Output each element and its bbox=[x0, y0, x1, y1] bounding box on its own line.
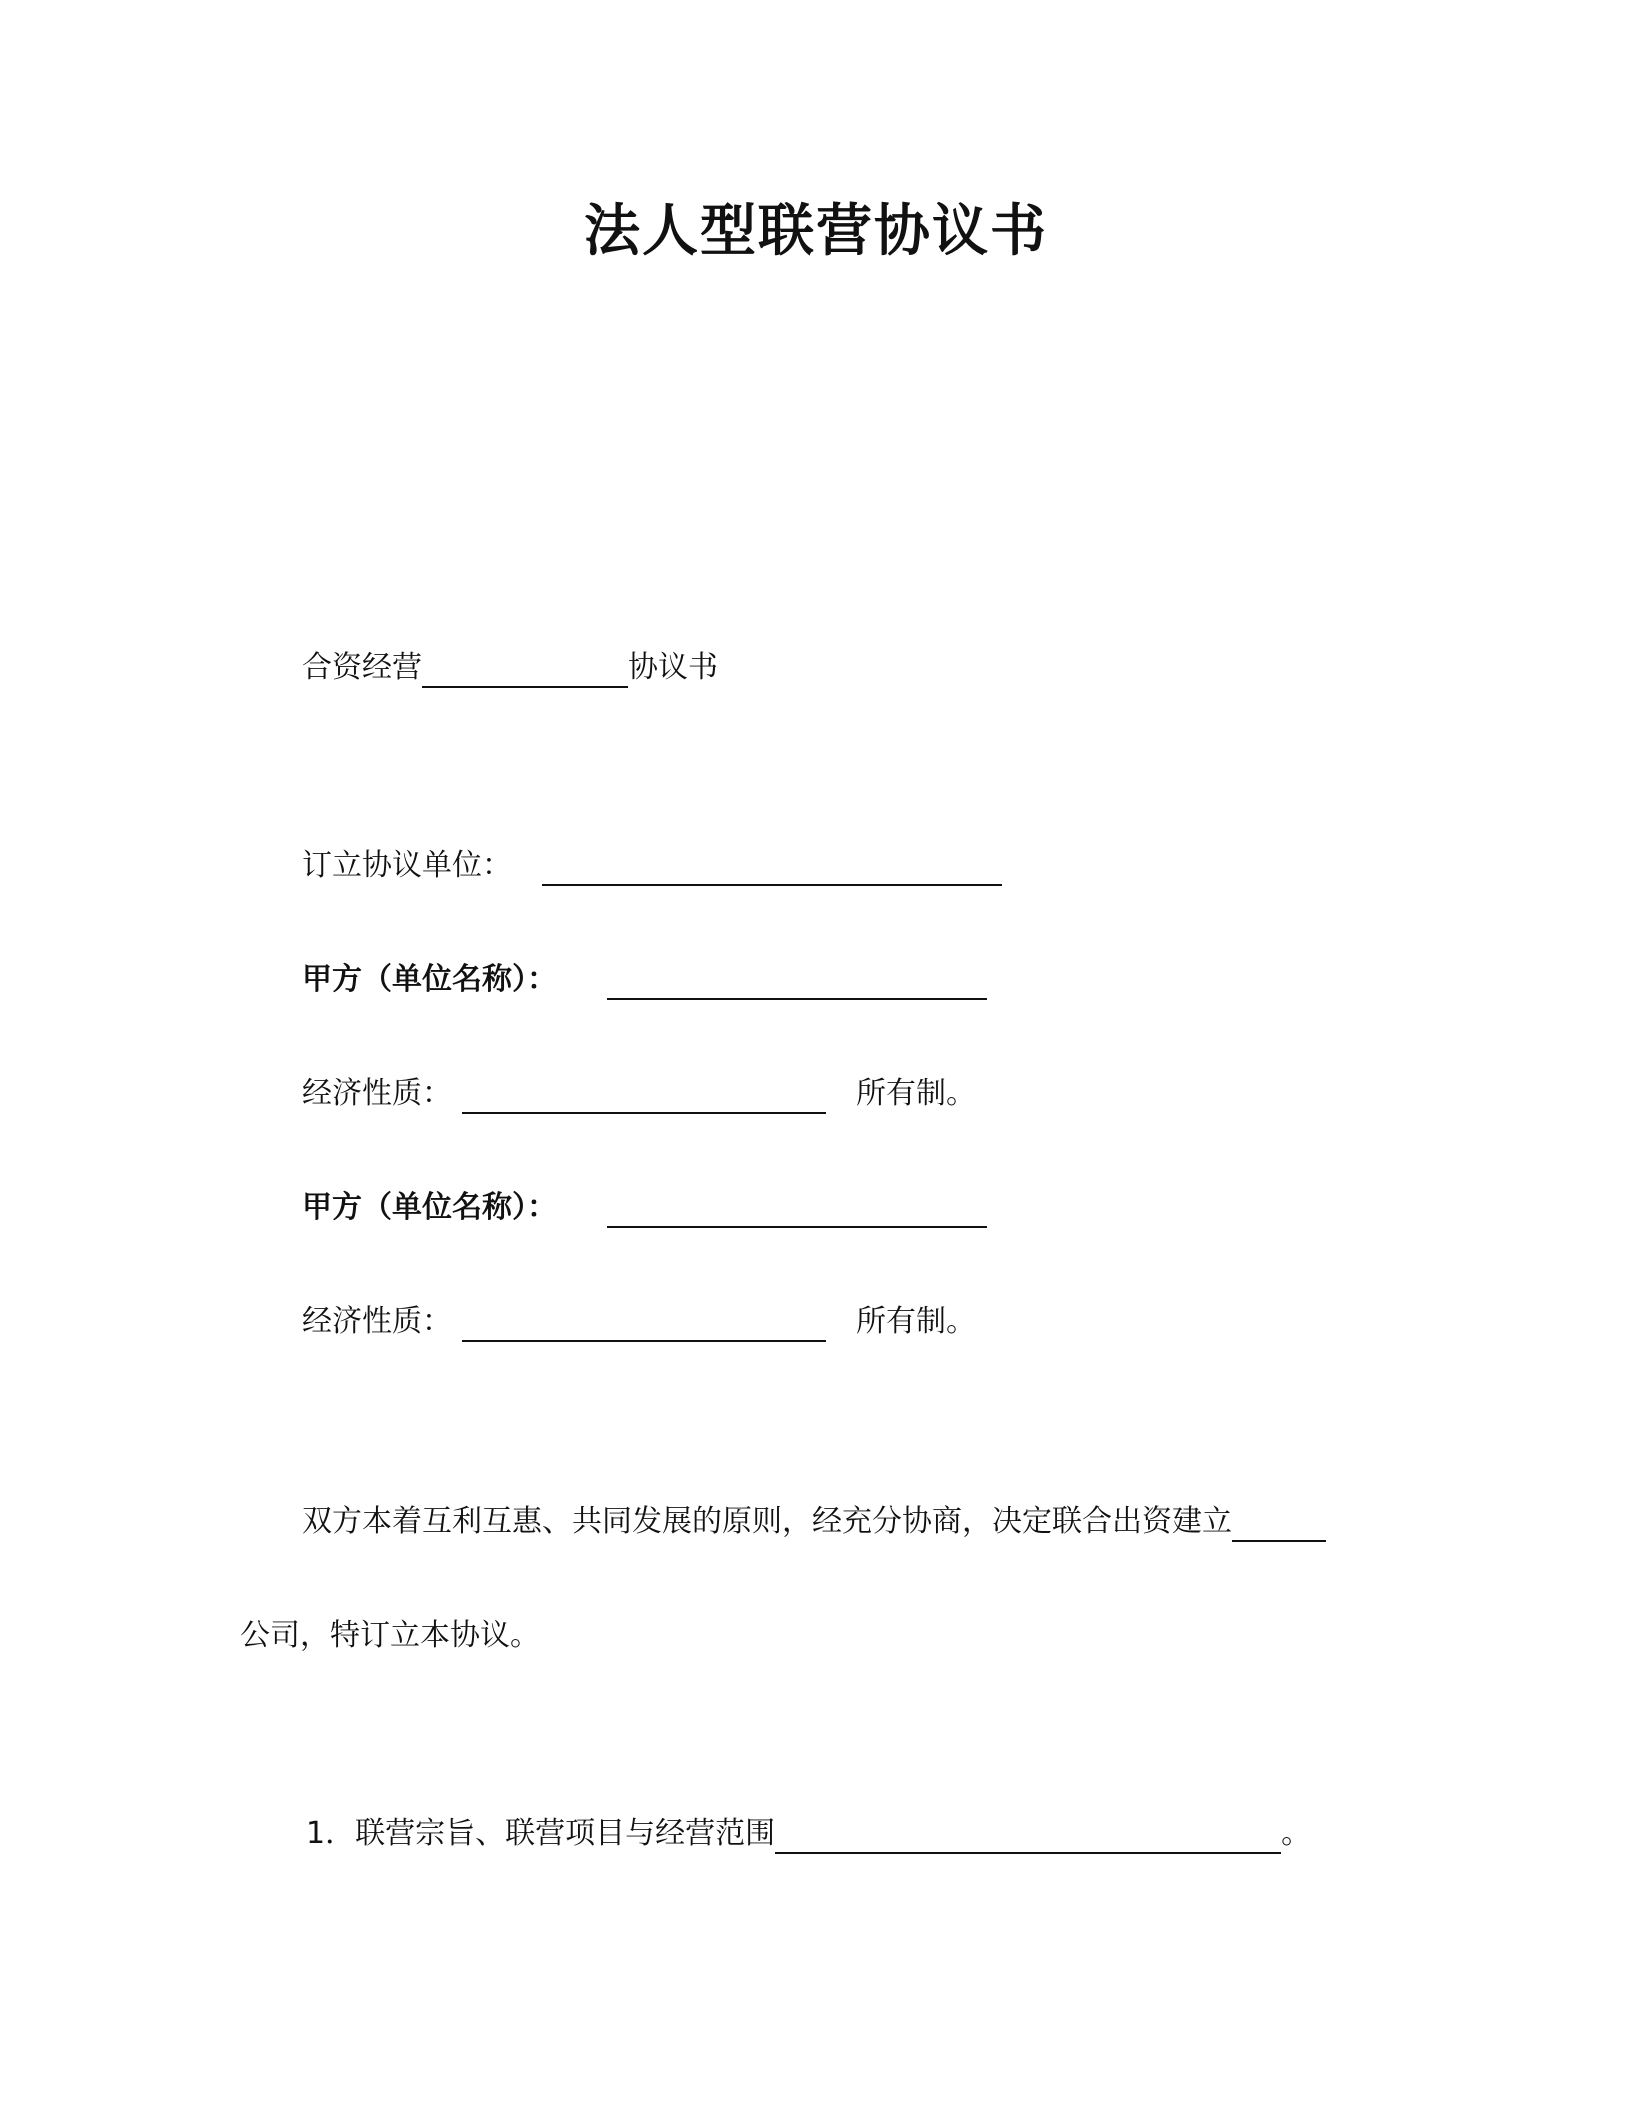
paragraph-line-1 bbox=[302, 1502, 1326, 1542]
item-1-suffix: 。 bbox=[1281, 1816, 1312, 1851]
economic-nature-suffix-2: 所有制。 bbox=[856, 1304, 976, 1339]
item-1-blank[interactable] bbox=[775, 1818, 1281, 1854]
item-1-line bbox=[306, 1814, 1311, 1854]
signing-units-line bbox=[302, 846, 1002, 886]
document-title: 法人型联营协议书 bbox=[584, 199, 1048, 264]
agreement-name-blank[interactable] bbox=[422, 652, 628, 688]
agreement-name-line bbox=[302, 648, 718, 688]
agreement-name-prefix: 合资经营 bbox=[302, 650, 422, 685]
item-1-text: 联营宗旨、联营项目与经营范围 bbox=[355, 1816, 776, 1851]
agreement-name-suffix: 协议书 bbox=[628, 650, 718, 685]
paragraph-text-2: 公司，特订立本协议。 bbox=[240, 1618, 540, 1653]
economic-nature-suffix-1: 所有制。 bbox=[856, 1076, 976, 1111]
economic-nature-line-2 bbox=[302, 1302, 976, 1342]
economic-nature-blank-1[interactable] bbox=[462, 1078, 826, 1114]
paragraph-text-1: 双方本着互利互惠、共同发展的原则，经充分协商，决定联合出资建立 bbox=[302, 1504, 1232, 1539]
economic-nature-blank-2[interactable] bbox=[462, 1306, 826, 1342]
economic-nature-line-1 bbox=[302, 1074, 976, 1114]
party-a-line-1 bbox=[302, 960, 987, 1000]
economic-nature-label-2: 经济性质： bbox=[302, 1304, 452, 1339]
economic-nature-label-1: 经济性质： bbox=[302, 1076, 452, 1111]
signing-units-blank[interactable] bbox=[542, 850, 1002, 886]
party-a-label-1: 甲方（单位名称）： bbox=[302, 962, 557, 997]
item-1-number: 1． bbox=[306, 1816, 356, 1851]
party-a-blank-1[interactable] bbox=[607, 964, 987, 1000]
signing-units-label: 订立协议单位： bbox=[302, 848, 512, 883]
party-a-line-2 bbox=[302, 1188, 987, 1228]
company-name-blank[interactable] bbox=[1232, 1506, 1326, 1542]
party-a-label-2: 甲方（单位名称）： bbox=[302, 1190, 557, 1225]
paragraph-line-2 bbox=[240, 1616, 540, 1656]
party-a-blank-2[interactable] bbox=[607, 1192, 987, 1228]
